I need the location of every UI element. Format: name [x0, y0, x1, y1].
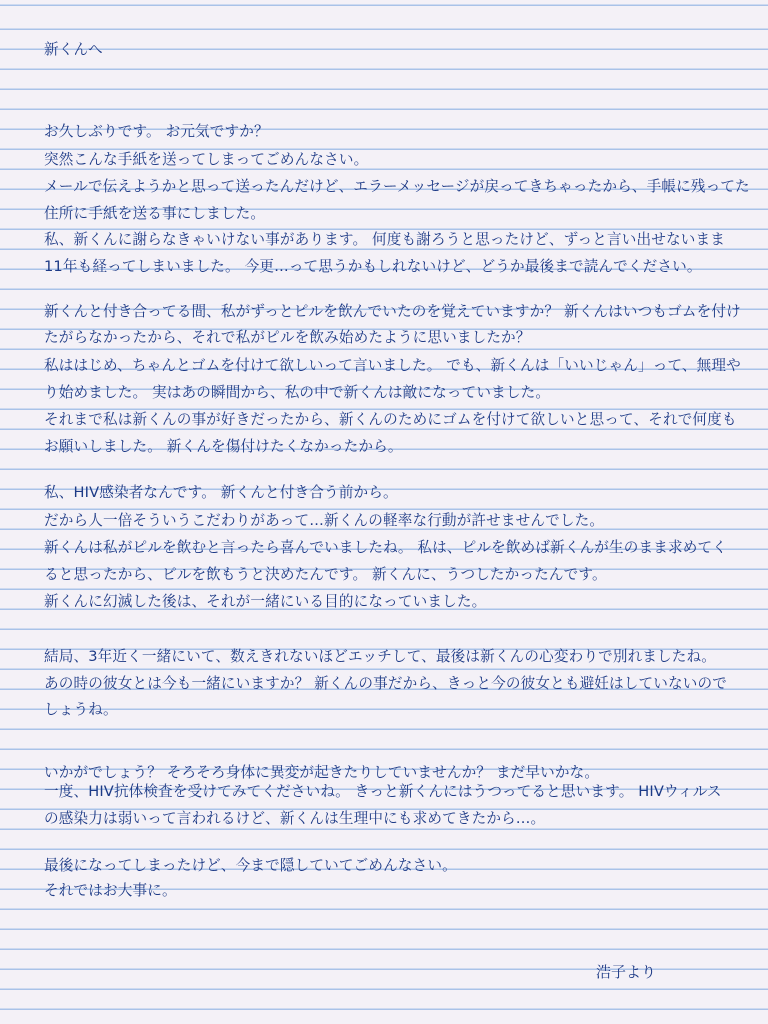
letter-line: しょうね。	[44, 701, 118, 718]
letter-line: 結局、3年近く一緒にいて、数えきれないほどエッチして、最後は新くんの心変わりで別れましたね。	[44, 648, 717, 665]
letter-line: 私、HIV感染者なんです。 新くんと付き合う前から。	[44, 484, 398, 501]
letter-line: メールで伝えようかと思って送ったんだけど、エラーメッセージが戻ってきちゃったから、手帳に残ってた	[44, 178, 750, 195]
letter-line: 11年も経ってしまいました。 今更…って思うかもしれないけど、どうか最後まで読んでください。	[44, 258, 702, 275]
letter-line: お願いしました。 新くんを傷付けたくなかったから。	[44, 438, 403, 455]
signature: 浩子より	[596, 963, 657, 981]
letter-line: 住所に手紙を送る事にしました。	[44, 205, 266, 222]
letter-line: 新くんと付き合ってる間、私がずっとピルを飲んでいたのを覚えていますか？ 新くんはいつもゴムを付け	[44, 303, 741, 320]
letter-line: 最後になってしまったけど、今まで隠していてごめんなさい。	[44, 857, 457, 874]
letter-line: 私ははじめ、ちゃんとゴムを付けて欲しいって言いました。 でも、新くんは「いいじゃん」って、無理や	[44, 357, 741, 374]
letter-line: 私、新くんに謝らなきゃいけない事があります。 何度も謝ろうと思ったけど、ずっと言い出せないまま	[44, 231, 725, 248]
letter-line: 突然こんな手紙を送ってしまってごめんなさい。	[44, 151, 369, 168]
letter-line: それではお大事に。	[44, 882, 177, 899]
letter-line: 新くんに幻滅した後は、それが一緒にいる目的になっていました。	[44, 593, 487, 610]
letter-line: だから人一倍そういうこだわりがあって…新くんの軽率な行動が許せませんでした。	[44, 512, 605, 529]
letter-line: り始めました。 実はあの瞬間から、私の中で新くんは敵になっていました。	[44, 384, 551, 401]
letter-line: の感染力は弱いって言われるけど、新くんは生理中にも求めてきたから…。	[44, 810, 546, 827]
letter-line: それまで私は新くんの事が好きだったから、新くんのためにゴムを付けて欲しいと思って、それで何度も	[44, 411, 737, 428]
letter-line: ると思ったから、ピルを飲もうと決めたんです。 新くんに、うつしたかったんです。	[44, 566, 607, 583]
letter-line: たがらなかったから、それで私がピルを飲み始めたように思いましたか？	[44, 329, 531, 346]
letter-line: いかがでしょう？ そろそろ身体に異変が起きたりしていませんか？ まだ早いかな。	[44, 764, 600, 781]
letter-line: 新くんは私がピルを飲むと言ったら喜んでいましたね。 私は、ピルを飲めば新くんが生のまま求めてく	[44, 539, 728, 556]
letter-line: あの時の彼女とは今も一緒にいますか？ 新くんの事だから、きっと今の彼女とも避妊はしていないので	[44, 675, 728, 692]
letter-line: 一度、HIV抗体検査を受けてみてくださいね。 きっと新くんにはうつってると思います。 HIVウィルス	[44, 783, 722, 800]
letter-line: お久しぶりです。 お元気ですか？	[44, 123, 269, 140]
salutation: 新くんへ	[44, 41, 103, 58]
